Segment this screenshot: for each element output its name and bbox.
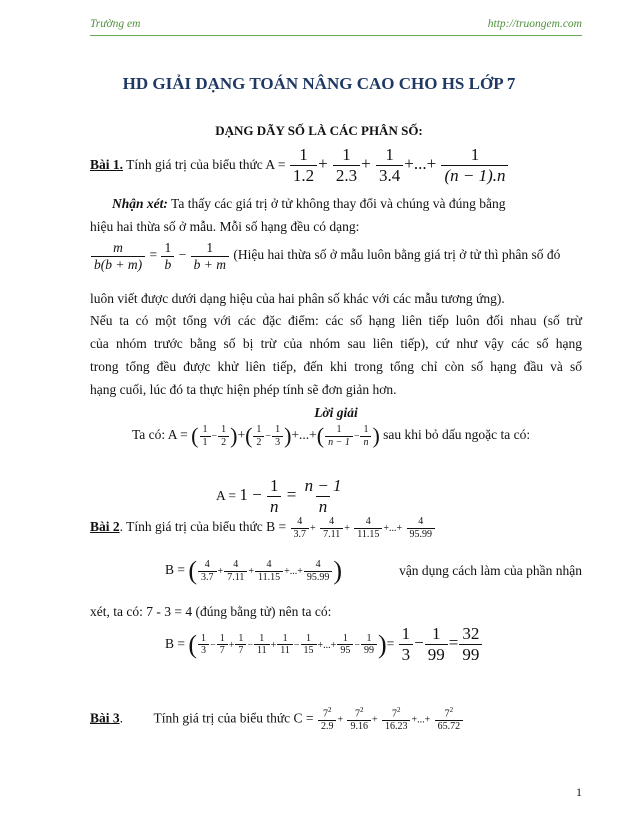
- bai1-statement: Bài 1. Tính giá trị của biểu thức A = $\frac{1}{1.2}$ + $\frac{1}{2.3}$ + $\frac{1}{3.4}$ +...+ $\frac{1}{(n - 1).n}$: [90, 145, 582, 185]
- bai2-apply: vận dụng cách làm của phần nhận: [399, 563, 582, 578]
- fraction: $\frac{7^2}{65.72}$: [435, 706, 464, 732]
- header-right[interactable]: http://truongem.com: [487, 18, 582, 30]
- bai1-line2: hiệu hai thừa số ở mẫu. Mỗi số hạng đều có dạng:: [90, 219, 360, 234]
- fraction: $\frac{4}{11.15}$: [354, 516, 382, 540]
- bai2-final-fraction: $\frac{32}{99}$: [459, 624, 482, 664]
- nhan-xet-label: Nhận xét:: [112, 196, 168, 211]
- fraction: $\frac{1}{3.4}$: [376, 145, 403, 185]
- bai2-label: Bài 2: [90, 519, 120, 535]
- fraction: $\frac{4}{95.99}$: [407, 516, 436, 540]
- bai3-label: Bài 3: [90, 710, 120, 726]
- bai1-nhan-xet: [112, 195, 582, 213]
- bai1-para-2: của nhóm trước bằng số bị trừ của nhóm sau liên tiếp), cứ như vậy các số hạng: [90, 336, 582, 351]
- bai3-statement: Bài 3. Tính giá trị của biểu thức C = $\frac{7^2}{2.9}$ + $\frac{7^2}{9.16}$ + $\frac{7^2}{16.23}$ +...+ $\frac{7^2}{65.72}$: [90, 706, 582, 732]
- page-title: HD GIẢI DẠNG TOÁN NÂNG CAO CHO HS LỚP 7: [122, 74, 516, 93]
- fraction: $\frac{7^2}{16.23}$: [382, 706, 411, 732]
- section-subtitle: DẠNG DÃY SỐ LÀ CÁC PHÂN SỐ:: [215, 123, 423, 138]
- page-number: 1: [576, 785, 582, 799]
- bai1-line4: luôn viết được dưới dạng hiệu của hai phân số khác với các mẫu tương ứng).: [90, 291, 505, 306]
- bai2-line2: xét, ta có: 7 - 3 = 4 (đúng bằng tử) nên ta có:: [90, 604, 332, 619]
- bai3-text: Tính giá trị của biểu thức C =: [153, 710, 314, 726]
- fraction: $\frac{m}{b(b + m)}$: [91, 240, 145, 272]
- fraction: $\frac{1}{(n - 1).n}$: [441, 145, 508, 185]
- bai2-statement: Bài 2. Tính giá trị của biểu thức B = $\frac{4}{3.7}$ + $\frac{4}{7.11}$ + $\frac{4}{11.15}$ +...+ $\frac{4}{95.99}$: [90, 516, 582, 540]
- bai1-para-3: trong tổng đều được khử liên tiếp, đến khi trong tổng chỉ còn số hạng đầu và số: [90, 359, 582, 374]
- loi-giai-heading: Lời giải: [314, 405, 358, 420]
- bai1-para-1: Nếu ta có một tổng với các đặc điểm: các số hạng liên tiếp luôn đối nhau (số trừ: [90, 313, 582, 328]
- header-left: Trường em: [90, 18, 141, 30]
- fraction: $\frac{7^2}{2.9}$: [318, 706, 337, 732]
- fraction: $\frac{n - 1}{n}$: [304, 476, 342, 516]
- bai2-result: B = ( $\frac{1}{3}$ − $\frac{1}{7}$ + $\frac{1}{7}$ − $\frac{1}{11}$ + $\frac{1}{11}$ − $\frac{1}{15}$ +...+ $\frac{1}{95}$ − $\frac{1}{99}$ )= $\frac{1}{3}$ − $\frac{1}{99}$ = $\frac{32}{99}$: [165, 624, 483, 664]
- bai2-text: . Tính giá trị của biểu thức B =: [119, 519, 287, 535]
- bai1-label: Bài 1.: [90, 156, 124, 172]
- bai1-text: Tính giá trị của biểu thức A =: [126, 156, 286, 172]
- fraction: $\frac{4}{7.11}$: [320, 516, 343, 540]
- bai2-rewrite: B = ( $\frac{4}{3.7}$ + $\frac{4}{7.11}$ + $\frac{4}{11.15}$ +...+ $\frac{4}{95.99}$ ) vận dụng cách làm của phần nhận: [165, 556, 582, 585]
- header-divider: [90, 35, 582, 36]
- fraction: $\frac{7^2}{9.16}$: [347, 706, 371, 732]
- bai1-result: A = 1 − $\frac{1}{n}$ = $\frac{n - 1}{n}$: [216, 476, 346, 516]
- fraction: $\frac{1}{n}$: [267, 476, 282, 516]
- b-label: B =: [165, 562, 185, 578]
- bai1-solution: Ta có: A = ( $\frac{1}{1}$ − $\frac{1}{2}$ )+( $\frac{1}{2}$ − $\frac{1}{3}$ )+...+( $\frac{1}{n - 1}$ − $\frac{1}{n}$ ) sau khi bỏ dấu ngoặc ta có:: [132, 423, 531, 448]
- fraction: $\frac{4}{3.7}$: [291, 516, 310, 540]
- solution-after: sau khi bỏ dấu ngoặc ta có:: [383, 427, 531, 443]
- fraction: $\frac{1}{2.3}$: [333, 145, 360, 185]
- bai1-formula: $\frac{m}{b(b + m)}$ = $\frac{1}{b}$ − $\frac{1}{b + m}$ (Hiệu hai thừa số ở mẫu luôn bằng giá trị ở tử thì phân số đó: [90, 240, 582, 272]
- fraction: $\frac{1}{1.2}$: [290, 145, 317, 185]
- bai1-para-4: hạng cuối, lúc đó ta thực hiện phép tính sẽ đơn giản hơn.: [90, 382, 397, 397]
- fraction: $\frac{1}{b}$: [161, 240, 174, 272]
- fraction: $\frac{1}{b + m}$: [191, 240, 229, 272]
- formula-note: (Hiệu hai thừa số ở mẫu luôn bằng giá trị ở tử thì phân số đó: [233, 247, 561, 263]
- result-label: A =: [216, 487, 236, 503]
- nhan-xet-text: Ta thấy các giá trị ở tử không thay đổi và chúng và đúng bằng: [171, 196, 506, 211]
- taco-label: Ta có: A =: [132, 427, 188, 443]
